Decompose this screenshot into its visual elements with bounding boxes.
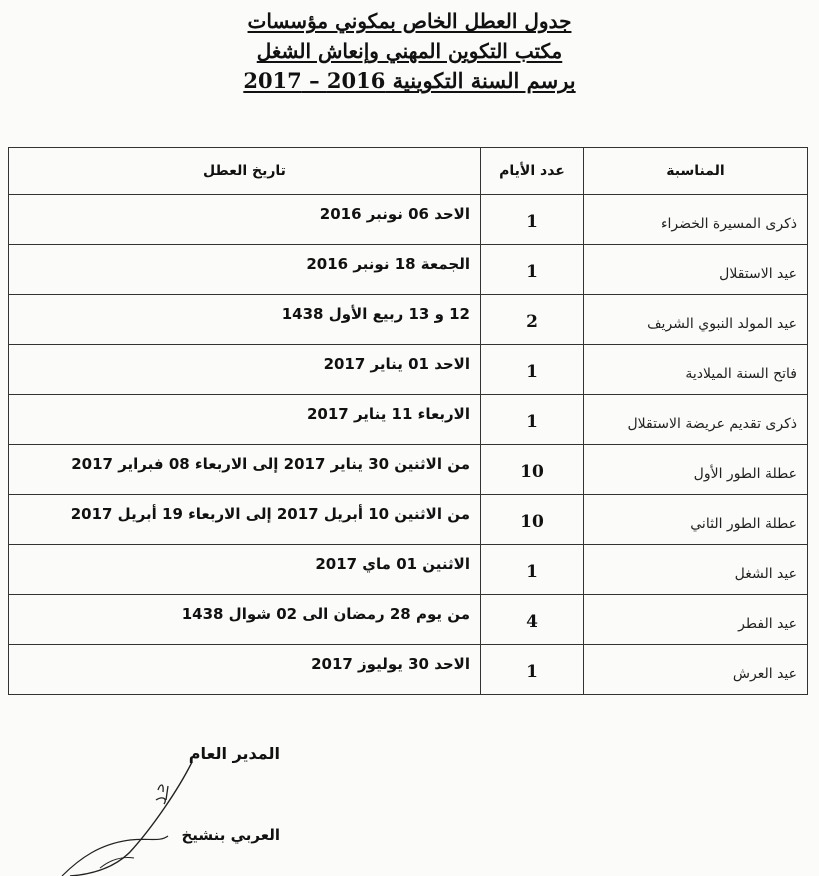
header-organization: مكتب التكوين المهني وإنعاش الشغل: [256, 39, 563, 63]
days-text: 1: [526, 361, 538, 382]
days-text: 1: [526, 561, 538, 582]
days-cell: [481, 545, 584, 595]
days-cell: [481, 345, 584, 395]
occasion-cell: [584, 595, 808, 645]
occasion-text: ذكرى تقديم عريضة الاستقلال: [627, 415, 797, 432]
table-row: [9, 645, 808, 695]
table-row: [9, 395, 808, 445]
occasion-text: عيد العرش: [732, 665, 797, 682]
date-text: الاحد 30 يوليوز 2017: [311, 654, 470, 673]
days-text: 2: [526, 311, 538, 332]
days-cell: [481, 395, 584, 445]
table-row: [9, 595, 808, 645]
table-row: [9, 345, 808, 395]
occasion-cell: [584, 545, 808, 595]
date-cell: [9, 295, 481, 345]
days-text: 1: [526, 211, 538, 232]
occasion-cell: [584, 645, 808, 695]
date-text: الجمعة 18 نونبر 2016: [306, 254, 470, 273]
days-text: 10: [520, 511, 544, 532]
signature-title: المدير العام: [188, 744, 280, 763]
date-cell: [9, 495, 481, 545]
table-row: [9, 295, 808, 345]
days-cell: [481, 495, 584, 545]
occasion-cell: [584, 295, 808, 345]
occasion-text: عطلة الطور الثاني: [690, 515, 797, 532]
days-cell: [481, 195, 584, 245]
occasion-cell: [584, 245, 808, 295]
occasion-cell: [584, 445, 808, 495]
date-text: الاحد 06 نونبر 2016: [319, 204, 470, 223]
date-cell: [9, 195, 481, 245]
occasion-text: عيد المولد النبوي الشريف: [647, 315, 797, 332]
occasion-cell: [584, 395, 808, 445]
header-training-year: برسم السنة التكوينية 2016 – 2017: [243, 68, 576, 93]
date-text: الاحد 01 يناير 2017: [323, 354, 470, 373]
occasion-cell: [584, 345, 808, 395]
occasion-cell: [584, 495, 808, 545]
occasion-text: ذكرى المسيرة الخضراء: [660, 215, 797, 232]
date-cell: [9, 245, 481, 295]
date-text: من الاثنين 10 أبريل 2017 إلى الاربعاء 19 أبريل 2017: [70, 504, 470, 523]
date-text: من يوم 28 رمضان الى 02 شوال 1438: [181, 604, 470, 623]
days-cell: [481, 645, 584, 695]
occasion-cell: [584, 195, 808, 245]
occasion-text: عيد الفطر: [738, 615, 797, 632]
column-header-occasion: المناسبة: [584, 148, 808, 195]
table-row: [9, 495, 808, 545]
date-cell: [9, 345, 481, 395]
date-text: 12 و 13 ربيع الأول 1438: [281, 304, 470, 323]
date-cell: [9, 395, 481, 445]
date-text: الاربعاء 11 يناير 2017: [307, 404, 470, 423]
table-row: [9, 545, 808, 595]
date-text: من الاثنين 30 يناير 2017 إلى الاربعاء 08 فبراير 2017: [71, 454, 470, 473]
table-row: [9, 245, 808, 295]
days-text: 1: [526, 261, 538, 282]
days-text: 1: [526, 411, 538, 432]
date-cell: [9, 645, 481, 695]
days-cell: [481, 295, 584, 345]
occasion-text: عيد الاستقلال: [719, 265, 797, 282]
occasion-text: فاتح السنة الميلادية: [685, 365, 797, 382]
days-cell: [481, 445, 584, 495]
days-cell: [481, 595, 584, 645]
occasion-text: عيد الشغل: [734, 565, 797, 582]
column-header-date: تاريخ العطل: [9, 148, 481, 195]
days-text: 10: [520, 461, 544, 482]
date-text: الاثنين 01 ماي 2017: [315, 554, 470, 573]
document-header: [0, 6, 819, 96]
table-row: [9, 445, 808, 495]
signature-block: [60, 740, 300, 876]
table-header-row: [9, 148, 808, 195]
occasion-text: عطلة الطور الأول: [693, 465, 797, 482]
days-text: 4: [526, 611, 538, 632]
signature-name: العربي بنشيخ: [181, 826, 280, 844]
date-cell: [9, 445, 481, 495]
days-cell: [481, 245, 584, 295]
date-cell: [9, 595, 481, 645]
column-header-days: عدد الأيام: [481, 148, 584, 195]
header-title: جدول العطل الخاص بمكوني مؤسسات: [247, 9, 572, 33]
days-text: 1: [526, 661, 538, 682]
date-cell: [9, 545, 481, 595]
holidays-table: [8, 147, 808, 695]
table-row: [9, 195, 808, 245]
